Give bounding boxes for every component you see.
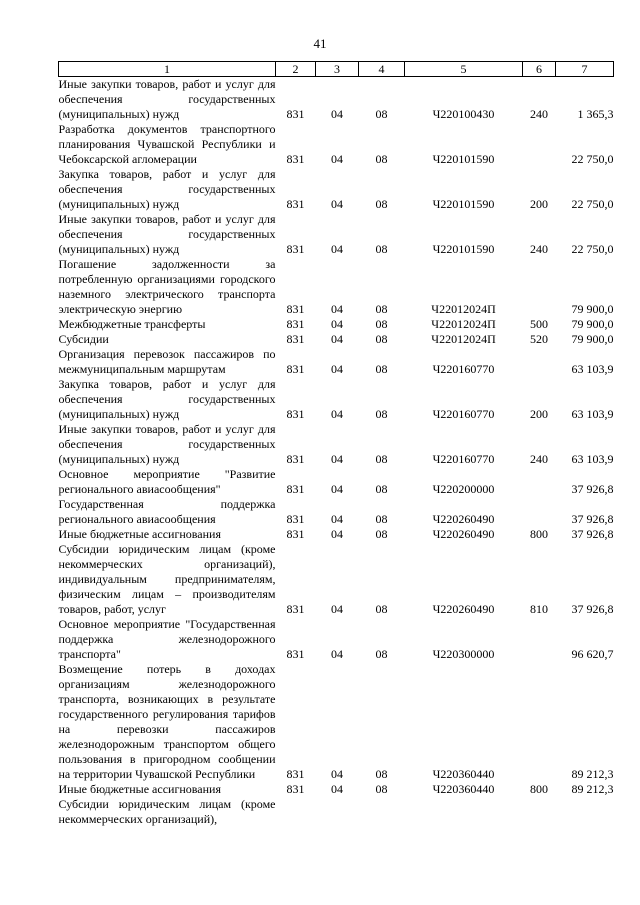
expense-name: Субсидии юридическим лицам (кроме некоммерческих организаций), <box>58 797 276 826</box>
ministry-code: 831 <box>286 242 305 256</box>
table-row <box>59 797 614 827</box>
header-col-7: 7 <box>556 62 614 77</box>
subsection-code: 08 <box>375 152 388 166</box>
subsection-code: 08 <box>375 482 388 496</box>
expense-name: Закупка товаров, работ и услуг для обеспечения государственных (муниципальных) нужд <box>58 377 276 421</box>
target-article-code: Ч22012024П <box>431 332 496 346</box>
header-col-2: 2 <box>276 62 316 77</box>
amount: 22 750,0 <box>571 242 614 256</box>
target-article-code: Ч22012024П <box>431 302 496 316</box>
amount: 79 900,0 <box>571 317 614 331</box>
table-row <box>59 122 614 167</box>
section-code: 04 <box>331 782 343 796</box>
table-row <box>59 167 614 212</box>
amount: 89 212,3 <box>571 767 614 781</box>
subsection-code: 08 <box>375 512 388 526</box>
expense-type-code <box>523 347 556 377</box>
target-article-code: Ч220360440 <box>432 767 495 781</box>
expense-name: Иные закупки товаров, работ и услуг для обеспечения государственных (муниципальных) нужд <box>58 212 276 256</box>
expense-name: Закупка товаров, работ и услуг для обеспечения государственных (муниципальных) нужд <box>58 167 276 211</box>
table-row <box>59 662 614 782</box>
header-row <box>59 62 614 77</box>
ministry-code: 831 <box>286 527 305 541</box>
expense-type-code <box>523 497 556 527</box>
target-article-code: Ч220160770 <box>432 407 495 421</box>
section-code: 04 <box>331 302 343 316</box>
ministry-code: 831 <box>286 602 305 616</box>
ministry-code: 831 <box>286 647 305 661</box>
ministry-code: 831 <box>286 512 305 526</box>
target-article-code: Ч220100430 <box>432 107 495 121</box>
subsection-code: 08 <box>375 767 388 781</box>
amount: 37 926,8 <box>571 602 614 616</box>
subsection-code: 08 <box>375 317 388 331</box>
amount: 37 926,8 <box>571 482 614 496</box>
page-number: 41 <box>313 36 327 51</box>
expense-type-code: 200 <box>530 197 548 211</box>
table-row <box>59 317 614 332</box>
target-article-code: Ч220360440 <box>432 782 495 796</box>
amount: 22 750,0 <box>571 197 614 211</box>
section-code: 04 <box>331 527 343 541</box>
section-code: 04 <box>331 317 343 331</box>
amount: 79 900,0 <box>571 302 614 316</box>
ministry-code: 831 <box>286 482 305 496</box>
expense-name: Иные бюджетные ассигнования <box>58 782 221 796</box>
expense-type-code: 800 <box>530 527 548 541</box>
header-col-4: 4 <box>359 62 405 77</box>
expense-name: Государственная поддержка регионального авиасообщения <box>58 497 276 526</box>
target-article-code: Ч220101590 <box>432 197 495 211</box>
subsection-code: 08 <box>375 527 388 541</box>
expense-name: Субсидии юридическим лицам (кроме некоммерческих организаций), индивидуальным предпринимателям, физическим лицам – производителям товаров, работ, услуг <box>58 542 276 616</box>
section-code: 04 <box>331 482 343 496</box>
expense-type-code: 800 <box>530 782 548 796</box>
ministry-code: 831 <box>286 407 305 421</box>
section-code: 04 <box>331 407 343 421</box>
expense-name: Иные бюджетные ассигнования <box>58 527 221 541</box>
expense-name: Погашение задолженности за потребленную организациями городского наземного электрического транспорта электрическую энергию <box>58 257 276 316</box>
target-article-code: Ч220260490 <box>432 527 495 541</box>
table-row <box>59 257 614 317</box>
header-col-1: 1 <box>59 62 276 77</box>
ministry-code: 831 <box>286 452 305 466</box>
amount: 79 900,0 <box>571 332 614 346</box>
target-article-code: Ч220260490 <box>432 602 495 616</box>
table-row <box>59 527 614 542</box>
expense-type-code <box>523 257 556 317</box>
subsection-code: 08 <box>375 197 388 211</box>
table-row <box>59 347 614 377</box>
amount: 22 750,0 <box>571 152 614 166</box>
expense-name: Основное мероприятие "Развитие регионального авиасообщения" <box>58 467 276 496</box>
section-code: 04 <box>331 602 343 616</box>
section-code: 04 <box>331 107 343 121</box>
subsection-code: 08 <box>375 407 388 421</box>
target-article-code: Ч220101590 <box>432 152 495 166</box>
target-article-code: Ч220200000 <box>432 482 495 496</box>
expense-type-code: 810 <box>530 602 548 616</box>
target-article-code: Ч22012024П <box>431 317 496 331</box>
header-col-5: 5 <box>405 62 523 77</box>
expense-name: Иные закупки товаров, работ и услуг для обеспечения государственных (муниципальных) нужд <box>58 77 276 121</box>
ministry-code: 831 <box>286 362 305 376</box>
section-code: 04 <box>331 767 343 781</box>
amount: 96 620,7 <box>571 647 614 661</box>
section-code: 04 <box>331 242 343 256</box>
target-article-code: Ч220260490 <box>432 512 495 526</box>
amount <box>556 797 614 827</box>
expense-name: Субсидии <box>58 332 109 346</box>
table-row <box>59 377 614 422</box>
expense-name: Межбюджетные трансферты <box>58 317 206 331</box>
ministry-code: 831 <box>286 302 305 316</box>
section-code: 04 <box>331 647 343 661</box>
table-row <box>59 332 614 347</box>
target-article-code: Ч220160770 <box>432 362 495 376</box>
target-article-code <box>405 797 523 827</box>
section-code <box>316 797 359 827</box>
ministry-code: 831 <box>286 782 305 796</box>
expense-type-code <box>523 662 556 782</box>
expense-name: Разработка документов транспортного планирования Чувашской Республики и Чебоксарской агломерации <box>58 122 276 166</box>
subsection-code: 08 <box>375 332 388 346</box>
ministry-code: 831 <box>286 332 305 346</box>
target-article-code: Ч220160770 <box>432 452 495 466</box>
subsection-code: 08 <box>375 602 388 616</box>
ministry-code: 831 <box>286 197 305 211</box>
subsection-code: 08 <box>375 362 388 376</box>
amount: 1 365,3 <box>577 107 614 121</box>
expense-type-code <box>523 122 556 167</box>
expense-type-code: 240 <box>530 107 548 121</box>
expense-name: Иные закупки товаров, работ и услуг для обеспечения государственных (муниципальных) нужд <box>58 422 276 466</box>
section-code: 04 <box>331 332 343 346</box>
header-col-3: 3 <box>316 62 359 77</box>
table-row <box>59 77 614 123</box>
section-code: 04 <box>331 512 343 526</box>
expense-type-code: 240 <box>530 242 548 256</box>
header-col-6: 6 <box>523 62 556 77</box>
table-row <box>59 497 614 527</box>
subsection-code: 08 <box>375 302 388 316</box>
table-row <box>59 467 614 497</box>
expense-name: Возмещение потерь в доходах организациям железнодорожного транспорта, возникающих в результате государственного регулирования тарифов на перевозки пассажиров железнодорожным транспортом общего пользования в пригородном сообщении на территории Чувашской Республики <box>58 662 276 781</box>
amount: 63 103,9 <box>571 407 614 421</box>
section-code: 04 <box>331 197 343 211</box>
expense-type-code: 200 <box>530 407 548 421</box>
target-article-code: Ч220300000 <box>432 647 495 661</box>
ministry-code: 831 <box>286 107 305 121</box>
amount: 37 926,8 <box>571 512 614 526</box>
expense-type-code: 520 <box>530 332 548 346</box>
subsection-code: 08 <box>375 107 388 121</box>
table-row <box>59 542 614 617</box>
expense-name: Основное мероприятие "Государственная поддержка железнодорожного транспорта" <box>58 617 276 661</box>
ministry-code <box>276 797 316 827</box>
amount: 89 212,3 <box>571 782 614 796</box>
target-article-code: Ч220101590 <box>432 242 495 256</box>
subsection-code <box>359 797 405 827</box>
ministry-code: 831 <box>286 767 305 781</box>
table-row <box>59 782 614 797</box>
ministry-code: 831 <box>286 317 305 331</box>
subsection-code: 08 <box>375 452 388 466</box>
expense-type-code <box>523 617 556 662</box>
section-code: 04 <box>331 362 343 376</box>
table-row <box>59 422 614 467</box>
expense-type-code: 500 <box>530 317 548 331</box>
expense-name: Организация перевозок пассажиров по межмуниципальным маршрутам <box>58 347 276 376</box>
table-row <box>59 617 614 662</box>
subsection-code: 08 <box>375 782 388 796</box>
budget-table <box>58 61 614 827</box>
expense-type-code <box>523 467 556 497</box>
amount: 63 103,9 <box>571 452 614 466</box>
expense-type-code <box>523 797 556 827</box>
amount: 37 926,8 <box>571 527 614 541</box>
section-code: 04 <box>331 452 343 466</box>
subsection-code: 08 <box>375 242 388 256</box>
amount: 63 103,9 <box>571 362 614 376</box>
table-row <box>59 212 614 257</box>
section-code: 04 <box>331 152 343 166</box>
subsection-code: 08 <box>375 647 388 661</box>
expense-type-code: 240 <box>530 452 548 466</box>
ministry-code: 831 <box>286 152 305 166</box>
